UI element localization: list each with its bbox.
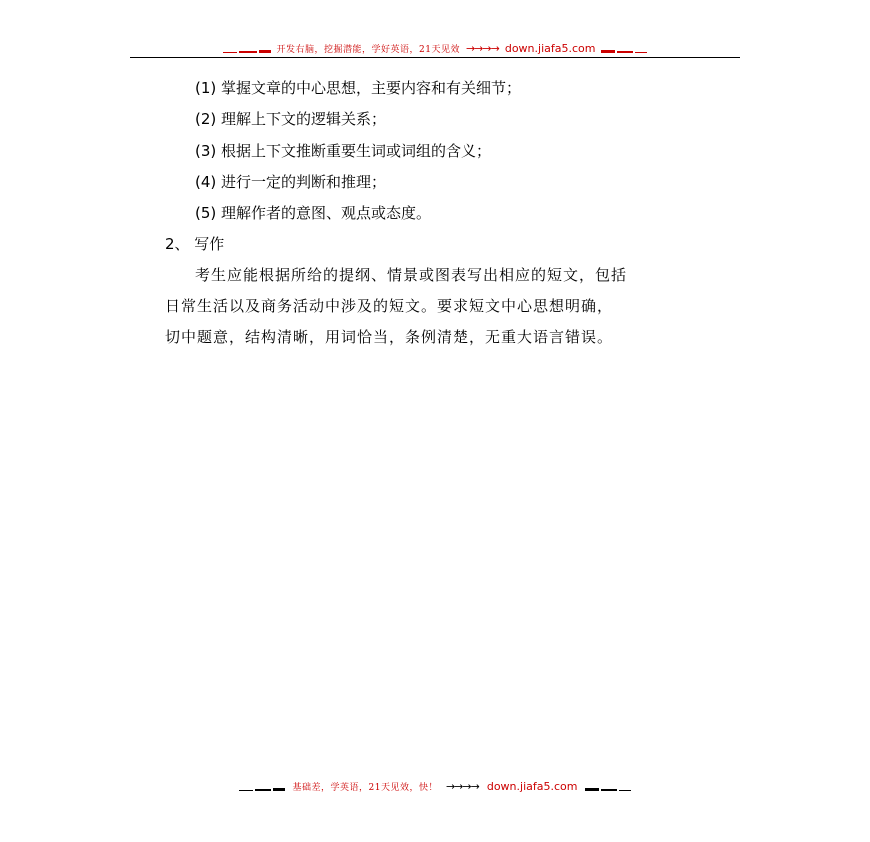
paragraph-line-2: 日常生活以及商务活动中涉及的短文。要求短文中心思想明确， [165, 297, 614, 315]
page-footer [190, 776, 680, 796]
footer-arrows: →→→→ [445, 779, 479, 793]
list-item-2: (2) 理解上下文的逻辑关系； [195, 110, 387, 128]
page-header [130, 38, 740, 58]
header-right-dashes [601, 43, 647, 53]
paragraph-line-3: 切中题意，结构清晰，用词恰当，条例清楚，无重大语言错误。 [165, 328, 614, 346]
list-item-1: (1) 掌握文章的中心思想，主要内容和有关细节； [195, 79, 522, 97]
header-rule [130, 57, 740, 58]
footer-left-dashes [239, 781, 285, 791]
footer-right-dashes [585, 781, 631, 791]
header-left-dashes [223, 43, 271, 53]
paragraph-line-1: 考生应能根据所给的提纲、情景或图表写出相应的短文，包括 [195, 266, 628, 284]
list-item-5: (5) 理解作者的意图、观点或态度。 [195, 204, 432, 222]
header-site-link[interactable]: down.jiafa5.com [504, 41, 596, 55]
footer-site-link[interactable]: down.jiafa5.com [486, 779, 578, 793]
header-slogan: 开发右脑，挖掘潜能，学好英语，21天见效 [276, 44, 460, 55]
footer-slogan: 基础差，学英语，21天见效，快！ [292, 782, 438, 793]
header-arrows: →→→→ [465, 41, 499, 55]
list-item-4: (4) 进行一定的判断和推理； [195, 173, 387, 191]
list-item-3: (3) 根据上下文推断重要生词或词组的含义； [195, 142, 492, 160]
section-title: 2、 写作 [165, 235, 225, 253]
